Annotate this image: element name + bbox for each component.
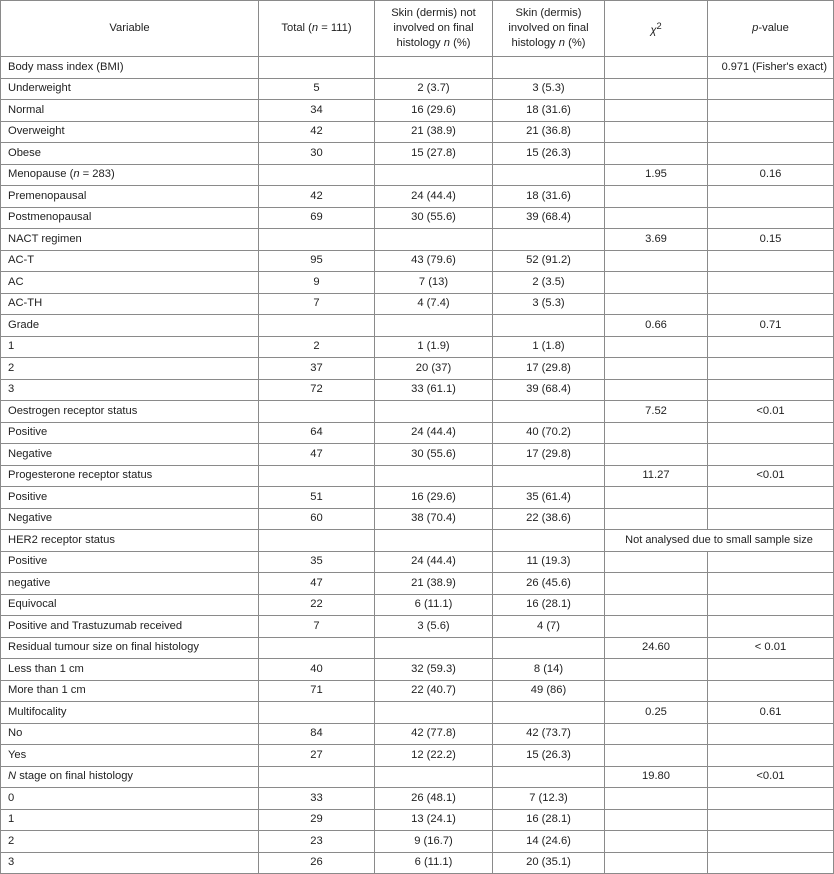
not-involved-cell: 13 (24.1) <box>375 809 493 831</box>
cell-empty <box>259 530 375 552</box>
table-row <box>1 250 834 272</box>
header-row <box>1 1 834 57</box>
group-label: Body mass index (BMI) <box>1 57 259 79</box>
chi-cell: 3.69 <box>605 229 708 251</box>
cell-empty <box>259 766 375 788</box>
row-label: Negative <box>1 508 259 530</box>
not-involved-cell: 38 (70.4) <box>375 508 493 530</box>
header-chi-superscript: 2 <box>656 20 662 31</box>
involved-cell: 17 (29.8) <box>493 444 605 466</box>
chi-cell: 19.80 <box>605 766 708 788</box>
total-cell: 27 <box>259 745 375 767</box>
involved-cell: 16 (28.1) <box>493 594 605 616</box>
involved-cell: 18 (31.6) <box>493 100 605 122</box>
her2-note: Not analysed due to small sample size <box>605 530 834 552</box>
cell-empty <box>605 57 708 79</box>
not-involved-cell: 20 (37) <box>375 358 493 380</box>
table-row <box>1 745 834 767</box>
cell-empty <box>708 852 834 874</box>
chi-cell: 1.95 <box>605 164 708 186</box>
row-label: Overweight <box>1 121 259 143</box>
total-cell: 71 <box>259 680 375 702</box>
header-involved <box>493 1 605 57</box>
table-row <box>1 852 834 874</box>
cell-empty <box>708 121 834 143</box>
total-cell: 51 <box>259 487 375 509</box>
total-cell: 35 <box>259 551 375 573</box>
cell-empty <box>375 229 493 251</box>
total-cell: 95 <box>259 250 375 272</box>
cell-empty <box>708 379 834 401</box>
table-row <box>1 293 834 315</box>
cell-empty <box>259 57 375 79</box>
table-row <box>1 788 834 810</box>
cell-empty <box>493 530 605 552</box>
table-row <box>1 100 834 122</box>
header-total <box>259 1 375 57</box>
total-cell: 29 <box>259 809 375 831</box>
not-involved-cell: 9 (16.7) <box>375 831 493 853</box>
table-row <box>1 551 834 573</box>
group-label: HER2 receptor status <box>1 530 259 552</box>
header-not-involved-pre: Skin (dermis) not involved on final histology <box>391 7 476 49</box>
cell-empty <box>605 508 708 530</box>
group-label: NACT regimen <box>1 229 259 251</box>
cell-empty <box>605 207 708 229</box>
table-row <box>1 508 834 530</box>
group-label <box>1 766 259 788</box>
group-row-nact <box>1 229 834 251</box>
header-pvalue <box>708 1 834 57</box>
not-involved-cell: 24 (44.4) <box>375 186 493 208</box>
table-row <box>1 659 834 681</box>
table-row <box>1 336 834 358</box>
pvalue-cell: <0.01 <box>708 401 834 423</box>
table-row <box>1 444 834 466</box>
row-label: Yes <box>1 745 259 767</box>
header-not-involved-post: (%) <box>449 37 471 49</box>
cell-empty <box>708 551 834 573</box>
cell-empty <box>493 164 605 186</box>
cell-empty <box>708 831 834 853</box>
header-involved-pre: Skin (dermis) involved on final histology <box>508 7 589 49</box>
total-cell: 2 <box>259 336 375 358</box>
cell-empty <box>493 637 605 659</box>
cell-empty <box>708 78 834 100</box>
cell-empty <box>708 143 834 165</box>
pvalue-cell: 0.71 <box>708 315 834 337</box>
involved-cell: 15 (26.3) <box>493 143 605 165</box>
total-cell: 42 <box>259 186 375 208</box>
chi-cell: 11.27 <box>605 465 708 487</box>
chi-cell: 0.66 <box>605 315 708 337</box>
not-involved-cell: 3 (5.6) <box>375 616 493 638</box>
group-row-bmi <box>1 57 834 79</box>
cell-empty <box>708 272 834 294</box>
header-chi-square <box>605 1 708 57</box>
group-label-n: n <box>73 168 80 181</box>
not-involved-cell: 42 (77.8) <box>375 723 493 745</box>
total-cell: 40 <box>259 659 375 681</box>
cell-empty <box>708 508 834 530</box>
cell-empty <box>708 336 834 358</box>
row-label: AC <box>1 272 259 294</box>
total-cell: 7 <box>259 293 375 315</box>
involved-cell: 21 (36.8) <box>493 121 605 143</box>
cell-empty <box>605 121 708 143</box>
cell-empty <box>708 616 834 638</box>
not-involved-cell: 24 (44.4) <box>375 422 493 444</box>
row-label: Less than 1 cm <box>1 659 259 681</box>
table-row <box>1 594 834 616</box>
cell-empty <box>605 616 708 638</box>
cell-empty <box>493 57 605 79</box>
group-label: Progesterone receptor status <box>1 465 259 487</box>
table-row <box>1 121 834 143</box>
header-total-post: = 111) <box>318 22 352 34</box>
header-not-involved <box>375 1 493 57</box>
row-label: Obese <box>1 143 259 165</box>
not-involved-cell: 16 (29.6) <box>375 487 493 509</box>
involved-cell: 11 (19.3) <box>493 551 605 573</box>
involved-cell: 26 (45.6) <box>493 573 605 595</box>
cell-empty <box>708 250 834 272</box>
not-involved-cell: 32 (59.3) <box>375 659 493 681</box>
cell-empty <box>375 702 493 724</box>
not-involved-cell: 15 (27.8) <box>375 143 493 165</box>
pvalue-cell: 0.61 <box>708 702 834 724</box>
involved-cell: 52 (91.2) <box>493 250 605 272</box>
not-involved-cell: 26 (48.1) <box>375 788 493 810</box>
involved-cell: 39 (68.4) <box>493 379 605 401</box>
involved-cell: 16 (28.1) <box>493 809 605 831</box>
cell-empty <box>605 723 708 745</box>
cell-empty <box>708 444 834 466</box>
cell-empty <box>259 465 375 487</box>
total-cell: 26 <box>259 852 375 874</box>
cell-empty <box>708 100 834 122</box>
cell-empty <box>708 788 834 810</box>
cell-empty <box>605 831 708 853</box>
cell-empty <box>605 487 708 509</box>
table-row <box>1 831 834 853</box>
chi-cell: 24.60 <box>605 637 708 659</box>
group-row-residual <box>1 637 834 659</box>
total-cell: 84 <box>259 723 375 745</box>
cell-empty <box>605 272 708 294</box>
cell-empty <box>375 164 493 186</box>
cell-empty <box>375 530 493 552</box>
chi-cell: 0.25 <box>605 702 708 724</box>
header-not-involved-n: n <box>443 37 450 49</box>
not-involved-cell: 2 (3.7) <box>375 78 493 100</box>
table-row <box>1 186 834 208</box>
cell-empty <box>605 680 708 702</box>
cell-empty <box>375 465 493 487</box>
cell-empty <box>605 78 708 100</box>
row-label: Normal <box>1 100 259 122</box>
total-cell: 7 <box>259 616 375 638</box>
cell-empty <box>375 57 493 79</box>
total-cell: 30 <box>259 143 375 165</box>
header-pvalue-post: -value <box>758 22 789 34</box>
not-involved-cell: 6 (11.1) <box>375 852 493 874</box>
not-involved-cell: 4 (7.4) <box>375 293 493 315</box>
cell-empty <box>605 186 708 208</box>
group-label <box>1 164 259 186</box>
not-involved-cell: 6 (11.1) <box>375 594 493 616</box>
not-involved-cell: 7 (13) <box>375 272 493 294</box>
row-label: Underweight <box>1 78 259 100</box>
row-label: Positive <box>1 551 259 573</box>
group-row-multifocality <box>1 702 834 724</box>
group-row-nstage <box>1 766 834 788</box>
cell-empty <box>493 465 605 487</box>
table-row <box>1 422 834 444</box>
total-cell: 23 <box>259 831 375 853</box>
chi-cell: 7.52 <box>605 401 708 423</box>
cell-empty <box>708 680 834 702</box>
header-pvalue-p: p <box>752 22 759 34</box>
group-label-pre: Menopause ( <box>8 168 74 181</box>
cell-empty <box>493 401 605 423</box>
involved-cell: 15 (26.3) <box>493 745 605 767</box>
group-row-grade <box>1 315 834 337</box>
cell-empty <box>259 702 375 724</box>
cell-empty <box>605 358 708 380</box>
cell-empty <box>708 573 834 595</box>
group-label-post: = 283) <box>79 168 115 181</box>
group-row-her2 <box>1 530 834 552</box>
not-involved-cell: 12 (22.2) <box>375 745 493 767</box>
group-label: Multifocality <box>1 702 259 724</box>
involved-cell: 8 (14) <box>493 659 605 681</box>
total-cell: 69 <box>259 207 375 229</box>
row-label: AC-TH <box>1 293 259 315</box>
cell-empty <box>605 336 708 358</box>
total-cell: 33 <box>259 788 375 810</box>
not-involved-cell: 24 (44.4) <box>375 551 493 573</box>
table-row <box>1 78 834 100</box>
pvalue-cell: 0.15 <box>708 229 834 251</box>
table-row <box>1 616 834 638</box>
cell-empty <box>605 100 708 122</box>
cell-empty <box>708 745 834 767</box>
total-cell: 9 <box>259 272 375 294</box>
involved-cell: 17 (29.8) <box>493 358 605 380</box>
total-cell: 60 <box>259 508 375 530</box>
pvalue-cell: 0.971 (Fisher's exact) <box>708 57 834 79</box>
row-label: Premenopausal <box>1 186 259 208</box>
row-label: Positive <box>1 487 259 509</box>
cell-empty <box>605 379 708 401</box>
not-involved-cell: 16 (29.6) <box>375 100 493 122</box>
total-cell: 64 <box>259 422 375 444</box>
table-row <box>1 809 834 831</box>
row-label: negative <box>1 573 259 595</box>
cell-empty <box>708 207 834 229</box>
cell-empty <box>493 766 605 788</box>
pvalue-cell: 0.16 <box>708 164 834 186</box>
not-involved-cell: 43 (79.6) <box>375 250 493 272</box>
cell-empty <box>605 293 708 315</box>
cell-empty <box>708 659 834 681</box>
total-cell: 42 <box>259 121 375 143</box>
total-cell: 47 <box>259 573 375 595</box>
not-involved-cell: 30 (55.6) <box>375 444 493 466</box>
total-cell: 37 <box>259 358 375 380</box>
table-row <box>1 573 834 595</box>
cell-empty <box>605 745 708 767</box>
row-label: 1 <box>1 809 259 831</box>
involved-cell: 14 (24.6) <box>493 831 605 853</box>
cell-empty <box>605 659 708 681</box>
cell-empty <box>375 766 493 788</box>
involved-cell: 1 (1.8) <box>493 336 605 358</box>
table-row <box>1 272 834 294</box>
cell-empty <box>375 315 493 337</box>
cell-empty <box>375 637 493 659</box>
header-chi-symbol: χ <box>650 24 657 37</box>
involved-cell: 3 (5.3) <box>493 293 605 315</box>
cell-empty <box>708 186 834 208</box>
cell-empty <box>708 594 834 616</box>
table-row <box>1 680 834 702</box>
table-row <box>1 143 834 165</box>
cell-empty <box>493 315 605 337</box>
group-row-progesterone <box>1 465 834 487</box>
group-label: Grade <box>1 315 259 337</box>
total-cell: 22 <box>259 594 375 616</box>
involved-cell: 35 (61.4) <box>493 487 605 509</box>
involved-cell: 3 (5.3) <box>493 78 605 100</box>
total-cell: 34 <box>259 100 375 122</box>
cell-empty <box>708 358 834 380</box>
involved-cell: 2 (3.5) <box>493 272 605 294</box>
group-row-menopause <box>1 164 834 186</box>
row-label: 2 <box>1 831 259 853</box>
not-involved-cell: 21 (38.9) <box>375 121 493 143</box>
row-label: Equivocal <box>1 594 259 616</box>
involved-cell: 4 (7) <box>493 616 605 638</box>
cell-empty <box>605 852 708 874</box>
cell-empty <box>605 551 708 573</box>
cell-empty <box>605 809 708 831</box>
pvalue-cell: < 0.01 <box>708 637 834 659</box>
not-involved-cell: 30 (55.6) <box>375 207 493 229</box>
cell-empty <box>259 315 375 337</box>
row-label: Postmenopausal <box>1 207 259 229</box>
cell-empty <box>259 401 375 423</box>
cell-empty <box>493 702 605 724</box>
involved-cell: 22 (38.6) <box>493 508 605 530</box>
pvalue-cell: <0.01 <box>708 766 834 788</box>
involved-cell: 42 (73.7) <box>493 723 605 745</box>
group-label: Oestrogen receptor status <box>1 401 259 423</box>
cell-empty <box>259 164 375 186</box>
cell-empty <box>605 250 708 272</box>
header-involved-n: n <box>558 37 565 49</box>
cell-empty <box>708 487 834 509</box>
pvalue-cell: <0.01 <box>708 465 834 487</box>
cell-empty <box>605 788 708 810</box>
table-row <box>1 723 834 745</box>
table-row <box>1 379 834 401</box>
table-row <box>1 358 834 380</box>
row-label: Negative <box>1 444 259 466</box>
cell-empty <box>605 444 708 466</box>
header-involved-post: (%) <box>564 37 586 49</box>
table-body <box>1 57 834 874</box>
involved-cell: 7 (12.3) <box>493 788 605 810</box>
row-label: 1 <box>1 336 259 358</box>
group-label-post: stage on final histology <box>16 770 134 783</box>
row-label: 0 <box>1 788 259 810</box>
cell-empty <box>708 723 834 745</box>
total-cell: 5 <box>259 78 375 100</box>
cell-empty <box>605 422 708 444</box>
group-row-oestrogen <box>1 401 834 423</box>
row-label: More than 1 cm <box>1 680 259 702</box>
involved-cell: 39 (68.4) <box>493 207 605 229</box>
not-involved-cell: 1 (1.9) <box>375 336 493 358</box>
involved-cell: 18 (31.6) <box>493 186 605 208</box>
group-label: Residual tumour size on final histology <box>1 637 259 659</box>
cell-empty <box>375 401 493 423</box>
cell-empty <box>493 229 605 251</box>
row-label: 2 <box>1 358 259 380</box>
cell-empty <box>605 143 708 165</box>
cell-empty <box>605 594 708 616</box>
header-total-n: n <box>311 22 319 34</box>
row-label: 3 <box>1 379 259 401</box>
row-label: AC-T <box>1 250 259 272</box>
header-variable: Variable <box>1 1 259 57</box>
cell-empty <box>259 637 375 659</box>
row-label: Positive <box>1 422 259 444</box>
row-label: 3 <box>1 852 259 874</box>
total-cell: 72 <box>259 379 375 401</box>
not-involved-cell: 22 (40.7) <box>375 680 493 702</box>
total-cell: 47 <box>259 444 375 466</box>
involved-cell: 20 (35.1) <box>493 852 605 874</box>
table-row <box>1 207 834 229</box>
not-involved-cell: 21 (38.9) <box>375 573 493 595</box>
table-row <box>1 487 834 509</box>
involved-cell: 49 (86) <box>493 680 605 702</box>
involved-cell: 40 (70.2) <box>493 422 605 444</box>
header-total-pre: Total ( <box>281 22 312 34</box>
not-involved-cell: 33 (61.1) <box>375 379 493 401</box>
cell-empty <box>605 573 708 595</box>
cell-empty <box>259 229 375 251</box>
cell-empty <box>708 293 834 315</box>
group-label-n: N <box>8 770 17 783</box>
cell-empty <box>708 422 834 444</box>
row-label: Positive and Trastuzumab received <box>1 616 259 638</box>
cell-empty <box>708 809 834 831</box>
row-label: No <box>1 723 259 745</box>
